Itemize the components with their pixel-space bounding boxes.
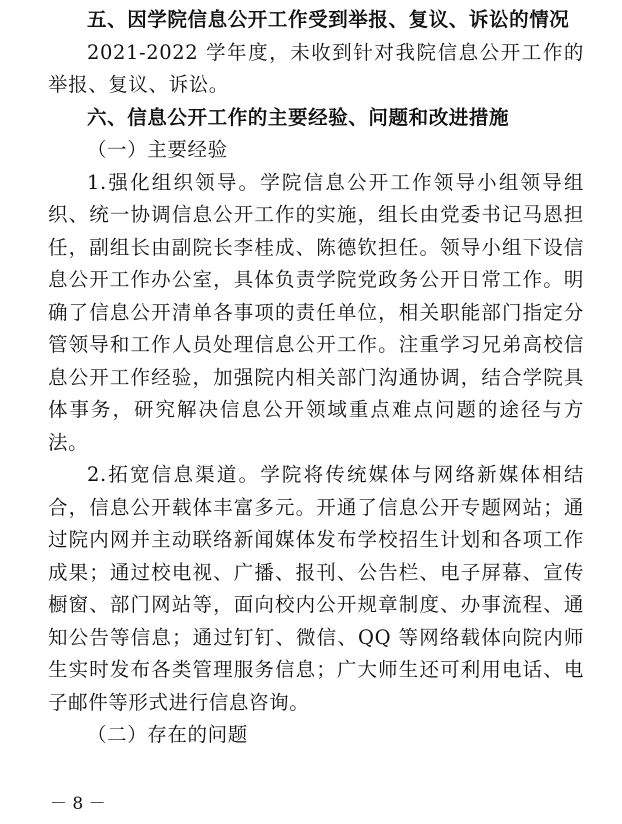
section-heading-experience: 六、信息公开工作的主要经验、问题和改进措施 — [87, 105, 510, 129]
document-body — [48, 4, 584, 752]
paragraph-complaints: 2021-2022 学年度，未收到针对我院信息公开工作的举报、复议、诉讼。 — [48, 40, 584, 96]
paragraph-channels: 2.拓宽信息渠道。学院将传统媒体与网络新媒体相结合，信息公开载体丰富多元。开通了信息公开专题网站；通过院内网并主动联络新闻媒体发布学校招生计划和各项工作成果；通过校电视、广播、报刊、公告栏、电子屏幕、宣传橱窗、部门网站等，面向校内公开规章制度、办事流程、通知公告等信息；通过钉钉、微信、QQ 等网络载体向院内师生实时发布各类管理服务信息；广大师生还可利用电话、电子邮件等形式进行信息咨询。 — [48, 463, 584, 714]
page-number: － 8 － — [50, 794, 106, 814]
section-heading-complaints: 五、因学院信息公开工作受到举报、复议、诉讼的情况 — [87, 8, 570, 31]
paragraph-leadership: 1.强化组织领导。学院信息公开工作领导小组领导组织、统一协调信息公开工作的实施，组长由党委书记马恩担任，副组长由副院长李桂成、陈德钦担任。领导小组下设信息公开工作办公室，具体负责学院党政务公开日常工作。明确了信息公开清单各事项的责任单位，相关职能部门指定分管领导和工作人员处理信息公开工作。注重学习兄弟高校信息公开工作经验，加强院内相关部门沟通协调，结合学院具体事务，研究解决信息公开领域重点难点问题的途径与方法。 — [48, 170, 584, 454]
subheading-main-experience: （一）主要经验 — [87, 138, 228, 161]
subheading-existing-problems: （二）存在的问题 — [87, 723, 248, 746]
